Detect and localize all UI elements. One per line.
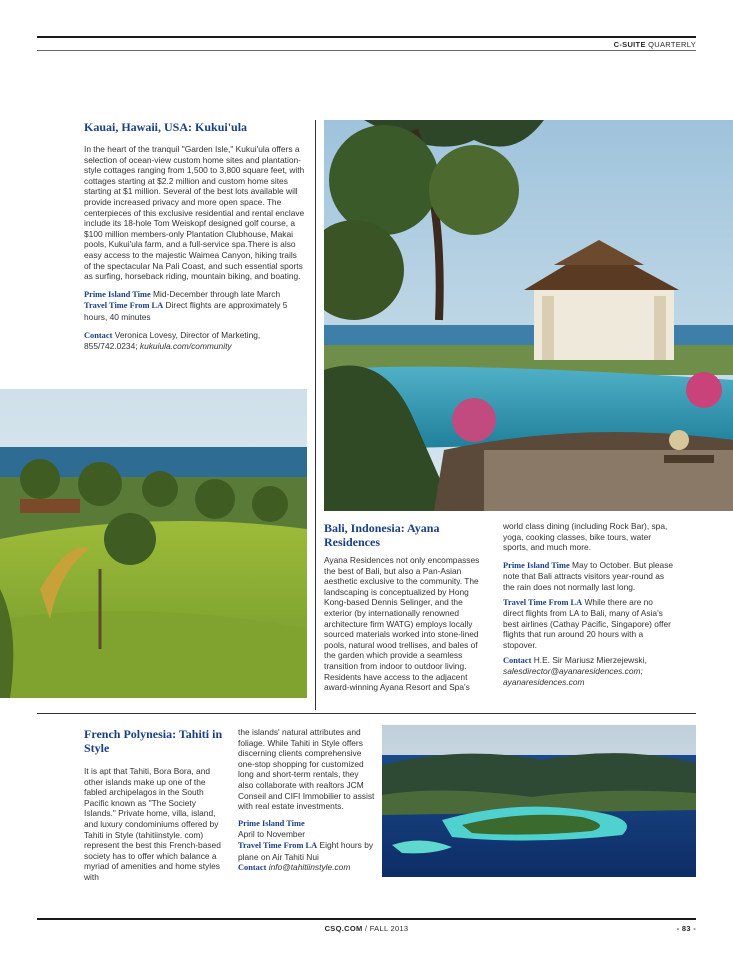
- kauai-contact-label: Contact: [84, 330, 113, 340]
- bali-body-continued: world class dining (including Rock Bar), spa, yoga, cooking classes, bike tours, water sports, and much more.: [503, 521, 668, 553]
- kauai-prime-label: Prime Island Time: [84, 289, 151, 299]
- bali-article-col2: [503, 521, 675, 687]
- tahiti-article-col2: [238, 727, 376, 874]
- footer-issue: [0, 924, 733, 933]
- column-divider: [315, 120, 316, 710]
- bali-prime-value: May to October. But please note that Bali attracts visitors year-round as the rain does not normally last long.: [503, 559, 674, 592]
- brand-prefix: C-SUITE: [613, 40, 646, 49]
- bali-travel-label: Travel Time From LA: [503, 597, 583, 607]
- tahiti-aerial-photo: [382, 725, 696, 877]
- bali-body: Ayana Residences not only encompasses the best of Bali, but also a Pan-Asian aesthetic exclusive to the community. The landscaping is conceptualized by Hong Kong-based Dennis Selinger, and the exterior (by internationally renowned architecture firm WATG) employs locally sourced materials worked into stone-lined pools, natural wood trellises, and bales of the garden which provide a seamless transition from indoor to outdoor living. Residents have access to the adjacent award-winning Ayana Resort and Spa's: [324, 555, 480, 693]
- footer-issue-date: FALL 2013: [369, 924, 409, 933]
- kauai-body: In the heart of the tranquil "Garden Isle," Kukui'ula offers a selection of ocean-view custom home sites and plantation-style cottages ranging from 1,500 to 3,800 square feet, with cottages starting at $2.2 million and custom home sites starting at $1 million. Several of the best lots available will provide increased privacy and more open space. The centerpieces of this exclusive residential and rental enclave include its 18-hole Tom Weiskopf designed golf course, a $100 million members-only Plantation Clubhouse, Makai pools, Kukui'ula farm, and a full-service spa.There is also easy access to the majestic Waimea Canyon, hiking trails of the spectacular Na Pali Coast, and such essential sports as surfing, horseback riding, mountain biking, and boating.: [84, 144, 305, 282]
- footer-sep: /: [364, 924, 368, 933]
- kauai-prime-value: Mid-December through late March: [153, 288, 281, 299]
- tahiti-body: It is apt that Tahiti, Bora Bora, and other islands make up one of the fabled archipelagos in the South Pacific known as "The Society Islands." Private home, villa, island, and luxury condominiums offered by Tahiti in Style (tahitiinstyle. com) represent the best this French-based society has to offer which balance a myriad of amenities and home styles with: [84, 766, 221, 882]
- brand-suffix: QUARTERLY: [648, 40, 696, 49]
- kauai-travel-label: Travel Time From LA: [84, 301, 164, 311]
- bali-prime-label: Prime Island Time: [503, 560, 570, 570]
- tahiti-travel-label: Travel Time From LA: [238, 840, 318, 850]
- tahiti-travel-value: Eight hours by plane on Air Tahiti Nui: [238, 839, 374, 862]
- tahiti-contact-label: Contact: [238, 863, 267, 873]
- section-divider: [37, 713, 696, 714]
- kauai-travel-value: Direct flights are approximately 5 hours, 40 minutes: [84, 300, 288, 322]
- bali-travel-value: While there are no direct flights from LA to Bali, many of Asia's best airlines (Cathay Pacific, Singapore) offer flights that run around 20 hours with a stopover.: [503, 596, 671, 650]
- bali-resort-photo: [324, 120, 733, 511]
- tahiti-contact-link[interactable]: info@tahitiinstyle.com: [268, 862, 351, 873]
- tahiti-prime-label: Prime Island Time: [238, 818, 305, 828]
- footer-site[interactable]: CSQ.COM: [324, 924, 363, 933]
- bali-contact-label: Contact: [503, 655, 532, 665]
- tahiti-title: French Polynesia: Tahiti in Style: [84, 727, 223, 755]
- bali-contact-link[interactable]: salesdirector@ayanaresidences.com; ayanaresidences.com: [503, 666, 643, 687]
- kauai-contact-link[interactable]: kukuiula.com/community: [139, 341, 232, 352]
- tahiti-article-col1: [84, 727, 224, 890]
- kauai-contact-value: Veronica Lovesy, Director of Marketing, 855/742.0234;: [84, 329, 261, 352]
- bali-title: Bali, Indonesia: Ayana Residences: [324, 521, 440, 549]
- bali-contact-value: H.E. Sir Mariusz Mierzejewski,: [533, 654, 647, 665]
- footer-rule: [37, 918, 696, 920]
- page-number: - 83 -: [676, 924, 696, 933]
- header-underline: [37, 50, 696, 51]
- kauai-golf-photo: [0, 389, 307, 698]
- tahiti-prime-value: April to November: [238, 829, 306, 840]
- kauai-article: [84, 120, 306, 352]
- bali-article-col1: [324, 521, 490, 700]
- tahiti-body-continued: the islands' natural attributes and foliage. While Tahiti in Style offers discerning clients comprehensive one-stop shopping for customized long and short-term rentals, they also collaborate with realtors JCM Conseil and CIFI Immobilier to assist with real estate investments.: [238, 727, 375, 812]
- publication-header: [614, 40, 696, 49]
- header-rule: [37, 36, 696, 38]
- kauai-title: Kauai, Hawaii, USA: Kukui'ula: [84, 120, 248, 134]
